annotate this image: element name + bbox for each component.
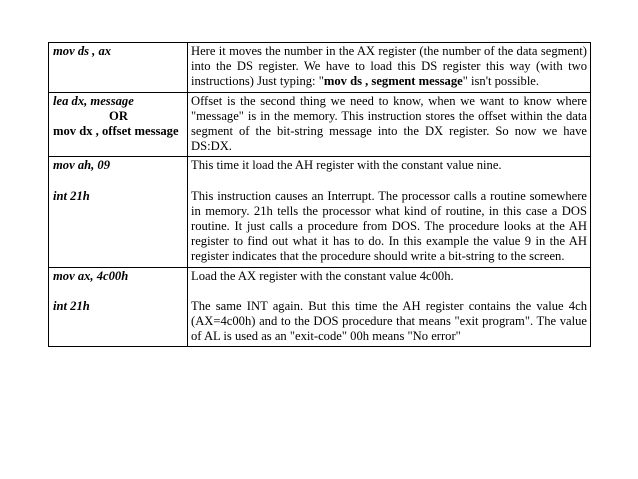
description-text: " isn't possible. [462,74,540,89]
description-cell [188,92,591,157]
code-line: int 21h [53,298,90,313]
code-line-or: OR [109,108,128,123]
table-row [49,157,591,267]
code-cell [49,92,188,157]
code-cell [49,157,188,267]
spacer [53,174,184,189]
description-paragraph: The same INT again. But this time the AH register contains the value 4ch (AX=4c00h) and to the DOS procedure that means "exit program". The value of AL is used as an "exit-code" 00h means "No error" [191,298,587,344]
description-text: Offset is the second thing we need to know, when we want to know where "message" is in the memory. This instruction stores the offset within the data segment of the bit-string message into the DX register. So now we have DS:DX. [191,93,587,154]
table-row [49,267,591,347]
code-line: int 21h [53,188,90,203]
table-row [49,43,591,93]
code-line: lea dx, message [53,93,134,108]
description-paragraph: Load the AX register with the constant value 4c00h. [191,268,454,283]
code-line: mov ah, 09 [53,158,111,173]
code-cell [49,43,188,93]
spacer [53,284,184,299]
code-cell [49,267,188,347]
code-line: mov dx , offset message [53,124,179,139]
description-paragraph: This instruction causes an Interrupt. The processor calls a routine somewhere in memory. 21h tells the processor what kind of routine, in this case a DOS routine. It just calls a procedure from DOS. The procedure looks at the AH register to find out what it has to do. In this example the value 9 in the AH register indicates that the procedure should write a bit-string to the screen. [191,188,587,264]
instruction-table [48,42,591,347]
description-cell [188,267,591,347]
description-cell [188,157,591,267]
description-text: Here it moves the number in the AX register (the number of the data segment) into the DS register. We have to load this DS register this way (with two instructions) Just typing: " [191,44,587,89]
description-paragraph: This time it load the AH register with the constant value nine. [191,158,502,173]
description-bold-text: mov ds , segment message [323,74,463,89]
code-line: mov ds , ax [53,44,112,58]
description-cell [188,43,591,93]
table-row [49,92,591,157]
code-line: mov ax, 4c00h [53,268,129,283]
spacer [191,284,587,299]
spacer [191,174,587,189]
